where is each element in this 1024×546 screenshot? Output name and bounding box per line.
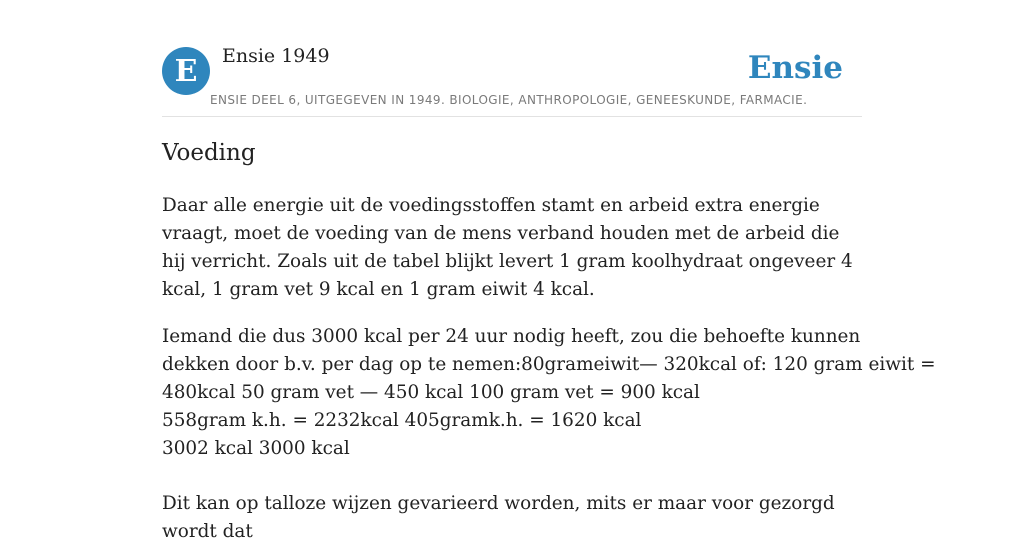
site-header [162, 0, 862, 117]
brand-link[interactable]: Ensie [747, 50, 843, 86]
paragraph-variation: Dit kan op talloze wijzen gevarieerd worden, mits er maar voor gezorgd wordt dat [162, 493, 835, 542]
paragraph-line: Iemand die dus 3000 kcal per 24 uur nodig heeft, zou die behoefte kunnen [162, 326, 861, 347]
site-title[interactable]: Ensie 1949 [222, 45, 330, 67]
paragraph-intro: Daar alle energie uit de voedingsstoffen stamt en arbeid extra energie vraagt, moet de voeding van de mens verband houden met de arbeid die hij verricht. Zoals uit de tabel blijkt levert 1 gram koolhydraat ongeveer 4 kcal, 1 gram vet 9 kcal en 1 gram eiwit 4 kcal. [162, 195, 853, 300]
logo-icon[interactable] [162, 47, 210, 95]
paragraph-line: 480kcal 50 gram vet — 450 kcal 100 gram vet = 900 kcal [162, 382, 700, 403]
edition-subtitle: ENSIE DEEL 6, UITGEGEVEN IN 1949. BIOLOGIE, ANTHROPOLOGIE, GENEESKUNDE, FARMACIE. [210, 93, 808, 107]
page-container [162, 0, 936, 542]
paragraph-calculation [162, 323, 936, 463]
paragraph-line: 3002 kcal 3000 kcal [162, 438, 350, 459]
logo-letter: E [174, 53, 198, 89]
paragraph-line: 558gram k.h. = 2232kcal 405gramk.h. = 1620 kcal [162, 410, 642, 431]
paragraph-line: dekken door b.v. per dag op te nemen:80grameiwit— 320kcal of: 120 gram eiwit = [162, 354, 936, 375]
article-title: Voeding [162, 140, 256, 166]
